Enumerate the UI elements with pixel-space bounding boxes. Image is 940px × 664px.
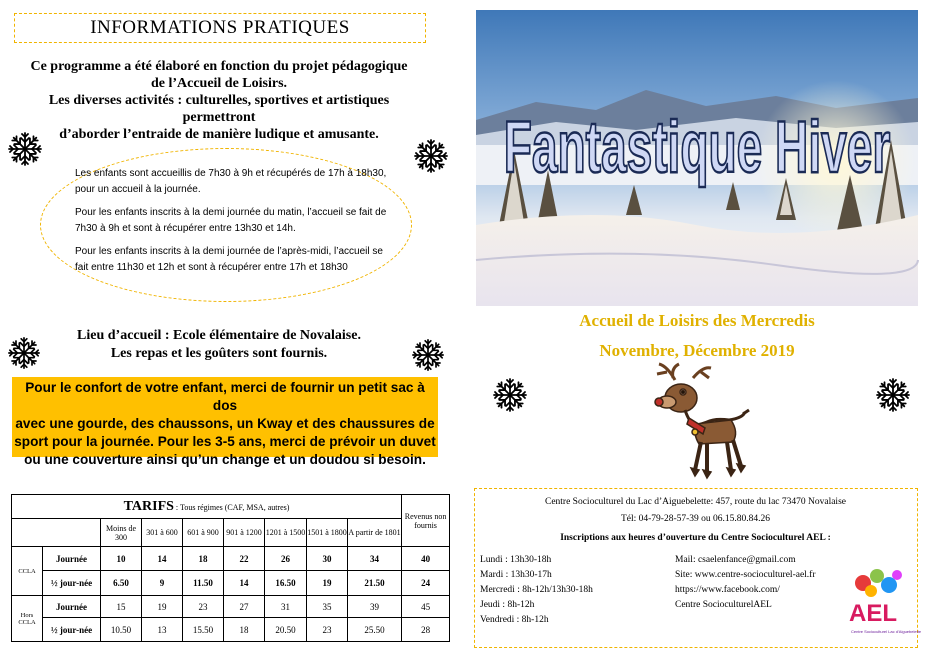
inscriptions-heading: Inscriptions aux heures d’ouverture du Centre Socioculturel AEL : (560, 533, 831, 543)
price-cell: 30 (307, 547, 348, 571)
price-cell: 18 (224, 618, 265, 642)
price-cell: 22 (224, 547, 265, 571)
price-cell: 28 (402, 618, 450, 642)
price-cell: 11.50 (183, 571, 224, 596)
snowflake-icon (875, 377, 911, 413)
snowflake-icon (413, 138, 449, 174)
ael-logo-caption: Centre Socioculturel Lac d’Aiguebelette (851, 629, 922, 634)
price-cell: 19 (142, 596, 183, 618)
bracket-header: A partir de 1801 (348, 519, 402, 547)
price-cell: 34 (348, 547, 402, 571)
group-label: CCLA (12, 547, 43, 596)
price-cell: 31 (265, 596, 307, 618)
confort-line: avec une gourde, des chaussons, un Kway et des chaussures de (15, 416, 435, 431)
price-cell: 10 (101, 547, 142, 571)
hours-item: Mercredi : 8h-12h/13h30-18h (480, 585, 593, 595)
hours-paragraph: Pour les enfants inscrits à la demi journée de l’après-midi, l’accueil se fait entre 11h30 et 12h et sont à récupérer entre 17h et 18h30 (75, 246, 383, 273)
price-cell: 18 (183, 547, 224, 571)
ael-logo-text: AEL (849, 600, 897, 627)
centre-address: Centre Socioculturel du Lac d’Aiguebelette: 457, route du lac 73470 Novalaise (544, 497, 846, 507)
tarifs-table (11, 494, 450, 642)
price-cell: 26 (265, 547, 307, 571)
table-row (12, 618, 450, 642)
row-label: ½ jour-née (43, 618, 101, 642)
price-cell: 23 (307, 618, 348, 642)
tarifs-title: TARIFS (123, 498, 174, 514)
reindeer-illustration (645, 362, 755, 480)
empty-cell (12, 519, 101, 547)
hours-paragraph: Les enfants sont accueillis de 7h30 à 9h et récupérés de 17h à 18h30, pour un accueil à la journée. (75, 168, 387, 195)
hero-image (476, 10, 918, 306)
snowflake-icon (492, 377, 528, 413)
bracket-header: 301 à 600 (142, 519, 183, 547)
price-cell: 45 (402, 596, 450, 618)
price-cell: 16.50 (265, 571, 307, 596)
phone-numbers: Tél: 04-79-28-57-39 ou 06.15.80.84.26 (620, 514, 771, 524)
subtitle-2: Novembre, Décembre 2019 (599, 341, 795, 360)
price-cell: 23 (183, 596, 224, 618)
winter-landscape (476, 10, 918, 306)
bracket-header: 1501 à 1800 (307, 519, 348, 547)
hours-paragraph: Pour les enfants inscrits à la demi journée du matin, l’accueil se fait de 7h30 à 9h et sont à récupérer entre 13h30 et 14h. (75, 207, 387, 234)
price-cell: 35 (307, 596, 348, 618)
contact-site[interactable]: Site: www.centre-socioculturel-ael.fr (675, 570, 816, 580)
price-cell: 14 (142, 547, 183, 571)
price-cell: 15.50 (183, 618, 224, 642)
price-cell: 24 (402, 571, 450, 596)
price-cell: 21.50 (348, 571, 402, 596)
contact-mail[interactable]: Mail: csaelenfance@gmail.com (675, 555, 796, 565)
price-cell: 6.50 (101, 571, 142, 596)
group-label: Hors CCLA (12, 596, 43, 642)
row-label: Journée (43, 596, 101, 618)
bracket-header: 601 à 900 (183, 519, 224, 547)
hero-title: Fantastique Hiver (503, 106, 891, 189)
bracket-header: 901 à 1200 (224, 519, 265, 547)
price-cell: 39 (348, 596, 402, 618)
price-cell: 25.50 (348, 618, 402, 642)
price-cell: 13 (142, 618, 183, 642)
contact-facebook[interactable]: https://www.facebook.com/ (675, 585, 780, 595)
bracket-header: Moins de 300 (101, 519, 142, 547)
lieu-text (14, 327, 424, 363)
snowflake-icon (7, 131, 43, 167)
row-label: Journée (43, 547, 101, 571)
hours-item: Jeudi : 8h-12h (480, 600, 535, 610)
price-cell: 27 (224, 596, 265, 618)
price-cell: 15 (101, 596, 142, 618)
revenus-header: Revenus non fournis (402, 495, 450, 547)
price-cell: 20.50 (265, 618, 307, 642)
hours-item: Vendredi : 8h-12h (480, 615, 549, 625)
info-title: INFORMATIONS PRATIQUES (14, 13, 426, 43)
table-row (12, 596, 450, 618)
price-cell: 40 (402, 547, 450, 571)
ael-logo (847, 569, 922, 645)
confort-line: sport pour la journée. Pour les 3-5 ans, merci de prévoir un duvet (14, 434, 436, 449)
contact-box (474, 488, 922, 648)
price-cell: 10.50 (101, 618, 142, 642)
table-row (12, 547, 450, 571)
subtitle-1: Accueil de Loisirs des Mercredis (579, 311, 815, 330)
row-label: ½ jour-née (43, 571, 101, 596)
confort-line: ou une couverture ainsi qu’un change et un doudou si besoin. (24, 452, 426, 467)
tarifs-subtitle: : Tous régimes (CAF, MSA, autres) (173, 502, 290, 512)
confort-box (12, 377, 438, 467)
intro-line: Ce programme a été élaboré en fonction du projet pédagogique (30, 59, 408, 74)
price-cell: 14 (224, 571, 265, 596)
lieu-line: Lieu d’accueil : Ecole élémentaire de Novalaise. (77, 328, 361, 343)
contact-facebook-page: Centre SocioculturelAEL (675, 600, 772, 610)
hours-text (75, 166, 395, 283)
tarifs-header (12, 495, 402, 519)
intro-text (14, 58, 424, 143)
hours-item: Lundi : 13h30-18h (480, 555, 552, 565)
bracket-header: 1201 à 1500 (265, 519, 307, 547)
lieu-line: Les repas et les goûters sont fournis. (110, 346, 328, 361)
table-row (12, 571, 450, 596)
price-cell: 19 (307, 571, 348, 596)
hours-item: Mardi : 13h30-17h (480, 570, 552, 580)
intro-line: de l’Accueil de Loisirs. (150, 76, 288, 91)
confort-line: Pour le confort de votre enfant, merci de fournir un petit sac à dos (25, 380, 425, 413)
intro-line: Les diverses activités : culturelles, sportives et artistiques permettront (48, 93, 390, 125)
price-cell: 9 (142, 571, 183, 596)
intro-line: d’aborder l’entraide de manière ludique et amusante. (59, 127, 379, 142)
